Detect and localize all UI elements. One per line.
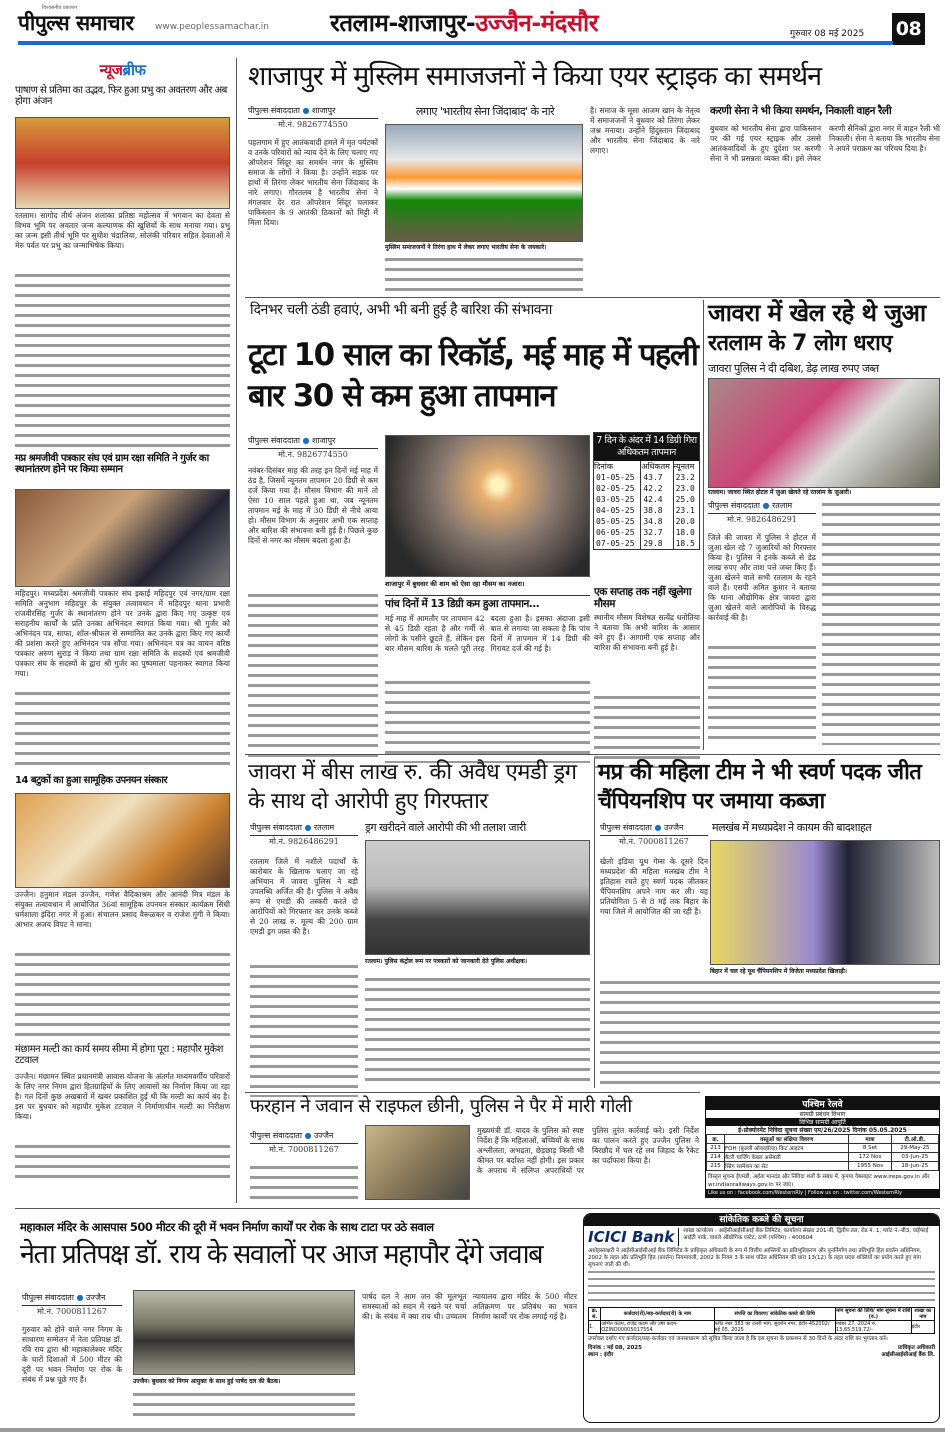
malkhamb-subhead: मलखंब में मध्यप्रदेश ने कायम की बादशाहत <box>712 821 872 834</box>
mahakal-text-2: पार्षद दल ने आम जन की मूलभूत समस्याओं को सदन में रखने पर चर्चा की। के संबंध में क्या राय थी। उच्चतम न्यायालय द्वारा मंदिर के 500 मीटर अतिक्रमण पर प्रतिबंध का भवन निर्माण कार्यों पर रोक लगाई गई है। <box>362 1292 577 1321</box>
lead-headline[interactable]: शाजापुर में मुस्लिम समाजजनों ने किया एयर स्ट्राइक का समर्थन <box>248 61 822 92</box>
weather-kicker: दिनभर चली ठंडी हवाएं, अभी भी बनी हुई है बारिश की संभावना <box>250 302 552 318</box>
news-brief-label <box>15 62 230 79</box>
brief-4-title[interactable]: मंछामन मल्टी का कार्य समय सीमा में होगा पूरा : महापौर मुकेश टटवाल <box>15 1043 223 1066</box>
cell: 32.7 <box>641 527 673 538</box>
brief-1-title[interactable]: पाषाण से प्रतिमा का उद्भव, फिर हुआ प्रभु का अवतरण और अब होगा अंजन <box>15 84 227 107</box>
cell: प्लॉट नंबर 383 का उत्तरी भाग, सुदर्शन नगर, इंदौर-452002/ मई 05, 2025 <box>714 1321 836 1334</box>
railway-dept: सामग्री प्रबंधन विभाग <box>799 1111 846 1118</box>
text-lines <box>15 1142 230 1182</box>
temperature-table <box>593 432 700 550</box>
lead-subhead: लगाए 'भारतीय सेना जिंदाबाद' के नारे <box>415 105 555 118</box>
text-lines <box>708 643 816 743</box>
masthead <box>0 0 945 48</box>
mahakal-kicker: महाकाल मंदिर के आसपास 500 मीटर की दूरी में भवन निर्माण कार्यों पर रोक के साथ टाटा पर उठे सवाल <box>20 1220 434 1234</box>
cell: बैटरी चार्जिंग केबल असेंबली <box>724 1153 848 1162</box>
cell: 38.8 <box>641 505 673 516</box>
location: उज्जैन <box>314 1131 334 1140</box>
table-row <box>594 494 699 505</box>
table-row <box>707 1153 939 1162</box>
brief-3-text: उज्जैन। हनुमान मंडल उज्जैन, गणेश वैदिकाश्रम और आनंदी मित्र मंडल के संयुक्त तत्वावधान में आयोजित 36वां सामूहिक उपनयन संस्कार कार्यक्रम सिंधी धर्मशाला इंदिरा नगर में हुआ। संचालन प्रसाद वैरूळकर व राजेश गुंगी ने किया। आभार अजय विपट ने माना। <box>15 889 230 929</box>
table-row <box>594 516 699 527</box>
weather-headline[interactable]: टूटा 10 साल का रिकॉर्ड, मई माह में पहली बार 30 से कम हुआ तापमान <box>248 337 698 414</box>
drug-headline[interactable]: जावरा में बीस लाख रु. की अवैध एमडी ड्रग के साथ दो आरोपी हुए गिरफ्तार <box>248 760 577 814</box>
text-lines <box>133 1390 355 1420</box>
cell: 34.8 <box>641 516 673 527</box>
icici-banner: सांकेतिक कब्जे की सूचना <box>584 1214 939 1226</box>
lead-text-1: पहलगाम में हुए आतंकवादी हमले में मृत पर्यटकों व उनके परिवारों को न्याय देने के लिए चलाए गए ऑपरेशन सिंदूर का समर्थन नगर के मुस्लिम समाज के लोगों ने किया है। उन्होंने सड़क पर हाथों में तिरंगा लेकर भारतीय सेना जिंदाबाद के नारे लगाए। गौरतलब है भारतीय सेना ने मंगलवार देर रात ऑपरेशन सिंदूर चलाकर पाकिस्तान के 9 आतंकी ठिकानों को मिट्टी में मिला दिया। <box>248 138 378 227</box>
jaora-text: जिले की जावरा में पुलिस ने होटल में जुआ खेल रहे 7 जुआरियों को गिरफ्तार किया है। पुलिस ने इनके कब्जे से डेढ़ लाख रुपए और ताश पत्ते जब्त किए हैं। जुआ खेलने वाले सभी रतलाम के रहने वाले हैं। एसपी अमित कुमार ने बताया कि थाना औद्योगिक क्षेत्र जावरा द्वारा जुआ खेलने वाले आरोपियों के विरुद्ध कार्रवाई की है। <box>708 532 816 622</box>
cell: 01-05-25 <box>594 472 641 483</box>
cell: 04-05-25 <box>594 505 641 516</box>
farhan-byline-block <box>250 1130 358 1155</box>
cell: अभित कदम, राजेंद्र कदम और उषा कदम- QZIND00005017554 <box>601 1321 714 1334</box>
mahakal-byline-block <box>22 1292 122 1425</box>
malkhamb-text: खेलो इंडिया यूथ गेम्स के दूसरे दिन मध्यप्रदेश की महिला मलखंब टीम ने इतिहास रचते हुए स्वर्ण पदक जीतकर चैंपियनशिप अपने नाम कर ली। यह प्रतियोगिता 5 से 8 मई तक बिहार के गया जिले में आयोजित की जा रही है। <box>600 857 708 916</box>
mobile-number: मो.नं. 7000811267 <box>269 1145 339 1154</box>
mobile-number: मो.नं. 9826774550 <box>278 450 348 459</box>
mahakal-text-1: गुरुवार को होने वाले नगर निगम के साधारण सम्मेलन में नेता प्रतिपक्ष डॉ. रवि राय द्वारा श्री महाकालेश्वर मंदिर के चारों दिशाओं में 500 मीटर की दूरी पर भवन निर्माण पर रोक के संबंध में प्रश्न पूछे गए हैं। <box>22 1325 122 1384</box>
brief-2-text: महिदपुर। मध्यप्रदेश श्रमजीवी पत्रकार संघ इकाई महिदपुर एवं नगर/ग्राम रक्षा समिति अनुभाग महिदपुर के संयुक्त तत्वावधान में महिदपुर थाना प्रभारी राजवीरसिंह गुर्जर के स्थानांतरण होने पर उनके द्वारा किए गए उत्कृष्ट एवं सराहनीय कार्यों के प्रति उनका अभिनंदन स्वागत किया गया। श्री गुर्जर को अभिनंदन पत्र, साफा, शॉल-श्रीफल से सम्मानित कर उनके द्वारा किए गए कार्यों की प्रशंसा करते हुए अभिनंदन पत्र सौंपा गया। अभिनंदन पत्र का वाचन वरिष्ठ पत्रकार अरुण सुराड़ ने किया तथा ग्राम रक्षा समिति के सदस्यों एवं श्रमजीवी पत्रकार संघ के सदस्यों के द्वारा श्री गुर्जर का पुष्पमाला पहनाकर स्वागत किया गया। <box>15 588 230 678</box>
farhan-photo <box>365 1125 470 1200</box>
cell: 23.0 <box>675 484 695 493</box>
mahakal-headline[interactable]: नेता प्रतिपक्ष डॉ. राय के सवालों पर आज महापौर देंगे जवाब <box>20 1239 542 1270</box>
drug-caption: रतलाम। पुलिस कंट्रोल रूम पर पत्रकारों को जानकारी देते पुलिस अधीक्षक। <box>365 958 527 965</box>
reporter: पीपुल्स संवाददाता <box>248 106 300 115</box>
lead-caption: मुस्लिम समाजजनों ने तिरंगा हाथ में लेकर लगाए भारतीय सेना के जयकारे। <box>385 244 547 251</box>
cell: 23.1 <box>675 506 695 515</box>
cell: नवंबर 27, 2024 रु. 13,65,519.72/- <box>836 1321 912 1334</box>
cell: 214 <box>707 1153 725 1162</box>
cell: 43.7 <box>641 472 673 483</box>
location: उज्जैन <box>86 1293 106 1302</box>
byline: पीपुल्स संवाददाता ● रतलाम <box>708 500 816 514</box>
cell: 03-05-25 <box>594 494 641 505</box>
byline: पीपुल्स संवाददाता ● शाजापुर <box>248 105 378 119</box>
edition-title <box>330 10 598 36</box>
masthead-logo[interactable]: पीपुल्स समाचार <box>18 11 134 35</box>
icici-sign-2: आईसीआईसीआई बैंक लि. <box>881 1352 935 1358</box>
jaora-article <box>708 300 940 745</box>
malkhamb-headline[interactable]: मप्र की महिला टीम ने भी स्वर्ण पदक जीत चैंपियनशिप पर जमाया कब्जा <box>598 760 922 814</box>
reporter: पीपुल्स संवाददाता <box>600 823 652 832</box>
jaora-caption: रतलाम। जावरा स्थित होटल में जुआ खेलते रहे रतलाम के जुआरी। <box>708 488 852 496</box>
col-header: टी.ओ.डी. <box>891 1135 938 1144</box>
malkhamb-caption: बिहार में चल रहे यूथ चैंपियनशिप में विजेता मध्यप्रदेश खिलाड़ी। <box>710 968 848 975</box>
cell: 42.4 <box>641 494 673 505</box>
table-row <box>594 538 699 549</box>
masthead-rule <box>18 41 893 45</box>
icici-sign-1: प्राधिकृत अधिकारी <box>898 1345 935 1351</box>
railway-footer[interactable]: विस्तृत सूचना ईएमडी, अर्हता मानदंड और निविदा शर्तों के संबंध में, कृपया वेबसाइट www.ireps.gov.in और wr.indianrailways.gov.in पर जाएं। <box>708 1174 930 1188</box>
jaora-headline-b[interactable]: रतलाम के 7 लोग धराए <box>708 331 893 357</box>
lead-byline-block <box>248 105 378 288</box>
text-lines <box>15 950 230 1040</box>
cell: 18.0 <box>675 528 695 537</box>
table-row <box>707 1162 939 1171</box>
edition-b: उज्जैन-मंदसौर <box>475 9 599 37</box>
page-number: 08 <box>892 13 925 45</box>
col-header: संपत्ति का विवरण/ सांकेतिक कब्जे की तिथि <box>714 1308 836 1321</box>
icici-logo: ICICI Bank <box>588 1228 679 1246</box>
col-header: क्र. <box>707 1135 725 1144</box>
table-row <box>594 483 699 494</box>
lead-text-2: है। समाज के मूसा आजम खान के नेतृत्व में समाजजनों ने बुधवार को तिरंगा लेकर जश्न मनाया। उन्होंने हिंदुस्तान जिंदाबाद और भारतीय सेना जिंदाबाद के नारे लगाए। <box>590 106 700 155</box>
temperature-data-table <box>594 461 699 549</box>
masthead-tagline: विश्वसनीय प्रकाशन <box>42 5 78 11</box>
cell: स्प्रिंग सस्पेंशन का सेट <box>724 1162 848 1171</box>
reporter: पीपुल्स संवाददाता <box>708 500 760 510</box>
col-header: न्यूनतम <box>673 462 695 471</box>
weather-byline-block <box>248 435 378 759</box>
cell: 25.0 <box>675 495 695 504</box>
mobile-number: मो.नं. 9826486291 <box>727 514 797 524</box>
weather-box-title: पांच दिनों में 13 डिग्री कम हुआ तापमान... <box>385 598 540 610</box>
table-row <box>589 1321 935 1334</box>
jaora-headline-a[interactable]: जावरा में खेल रहे थे जुआ <box>708 299 926 327</box>
reporter: पीपुल्स संवाददाता <box>250 1131 302 1140</box>
mahakal-photo <box>133 1290 355 1375</box>
brief-4-text: उज्जैन। मंछामन स्थित प्रधानमंत्री आवास योजना के अंतर्गत मध्यमवर्गीय परिवारों के लिए नगर निगम द्वारा हितग्राहियों के लिए आवासों का निर्माण किया जा रहा है। गत दिनों कुछ अखबारों में खबर प्रकाशित हुई थी कि मल्टी का कार्य बंद है। इस पर बुधवार को महापौर मुकेश टटवाल ने निर्माणाधीन मल्टी का निरीक्षण किया। <box>15 1071 230 1121</box>
drug-byline-block <box>250 822 358 1097</box>
location: शाजापुर <box>312 436 336 445</box>
text-lines <box>250 1163 358 1203</box>
col-header: दिनांक <box>594 461 641 472</box>
malkhamb-byline-block <box>600 822 708 962</box>
cell: 20.0 <box>675 517 695 526</box>
malkhamb-photo <box>710 840 940 965</box>
icici-table <box>588 1307 935 1334</box>
mobile-number: मो.नं. 7000811267 <box>619 837 689 846</box>
karni-sena-title[interactable]: करणी सेना ने भी किया समर्थन, निकाली वाहन रैली <box>710 105 892 117</box>
brief-2-photo <box>15 489 230 587</box>
railway-title: पश्चिम रेलवे <box>706 1097 939 1110</box>
cell: 06-05-25 <box>594 527 641 538</box>
reporter: पीपुल्स संवाददाता <box>250 823 302 832</box>
icici-text: अधोहस्ताक्षरी ने आईसीआईसीआई बैंक लिमिटेड के प्राधिकृत अधिकारी के रूप में वित्तीय आस्तियों का प्रतिभूतिकरण और पुनर्निर्माण तथा प्रतिभूति हित प्रवर्तन अधिनियम, 2002 के तहत और प्रतिभूति हित (प्रवर्तन) नियमावली, 2002 के नियम 3 के साथ पठित अधिनियम की धारा 13(12) के तहत प्रदत्त शक्तियों का प्रयोग करते हुए मांग सूचनाएं जारी की थीं। <box>588 1248 922 1268</box>
reporter: पीपुल्स संवाददाता <box>248 436 300 445</box>
mahakal-caption: उज्जैन। बुधवार को निगम आयुक्त के साथ हुई पार्षद दल की बैठक। <box>133 1378 281 1385</box>
col-header: क्र. सं. <box>589 1308 601 1321</box>
mobile-number: मो.नं. 9826774550 <box>278 120 348 129</box>
registration-bar <box>0 1428 945 1432</box>
text-lines <box>385 678 590 763</box>
farhan-text: मुख्यमंत्री डॉ. यादव के पुलिस को स्पष्ट निर्देश हैं कि महिलाओं, बच्चियों के साथ अश्लीलता, अभद्रता, छेड़छाड़ किसी भी कीमत पर बर्दाश्त नहीं होगी। इस प्रकार के अपराध में संलिप्त अपराधियों पर पुलिस तुरंत कार्रवाई करे। इसी निर्देश का पालन करते हुए उज्जैन पुलिस ने बिरछौद में चल रहे लव जिहाद के रैकेट का पर्दाफाश किया है। <box>477 1126 699 1175</box>
location: शाजापुर <box>312 106 336 115</box>
edition-a: रतलाम-शाजापुर- <box>330 9 476 37</box>
location: रतलाम <box>314 823 335 832</box>
cell: 213 <box>707 1144 725 1153</box>
weather-text: नवंबर-दिसंबर माह की तरह इन दिनों मई माह में ठंड है, जिसमें न्यूनतम तापमान 20 डिग्री से कम दर्ज किया गया है। मौसम विभाग की मानें तो ऐसा 10 साल पहले हुआ था, जब न्यूनतम तापमान मई के माह में 30 डिग्री से नीचे आया हो। मौसम विभाग के अनुसार अभी एक सप्ताह और बारिश की संभावना बनी हुई है। पिछले कुछ दिनों से नगर का मौसम बदला हुआ है। <box>248 466 378 545</box>
drug-photo <box>365 840 590 955</box>
weather-photo <box>385 435 590 577</box>
railway-social[interactable]: Like us on : facebook.com/WesternRly | Follow us on : twitter.com/WesternRly <box>706 1189 939 1197</box>
col-header: मांग सूचना की तिथि/ मांग सूचना में राशि (रु.) <box>836 1308 911 1320</box>
text-lines <box>822 500 940 745</box>
icici-notice <box>583 1213 940 1423</box>
text-lines <box>594 693 700 768</box>
cell: 18-Jun-25 <box>891 1162 938 1171</box>
issue-date: गुरुवार 08 मई 2025 <box>790 29 865 39</box>
news-brief-column <box>15 58 230 1206</box>
col-header: शाखा का नाम <box>911 1308 934 1321</box>
weather-box <box>385 595 590 763</box>
cell: 03-Jun-25 <box>891 1153 938 1162</box>
weather-side-title: एक सप्ताह तक नहीं खुलेगा मौसम <box>594 586 692 610</box>
cell: 8 Set <box>849 1144 891 1153</box>
table-row <box>594 472 699 483</box>
cell: 1955 Nos <box>849 1162 891 1171</box>
text-lines <box>588 1269 935 1305</box>
table-row <box>594 505 699 516</box>
weather-box-text: मई माह में आमतौर पर तापमान 42 से 45 डिग्री रहता है और गर्मी से लोगों के पसीने छूटते हैं, लेकिन इस बार मौसम बारिश के चलते पूरी तरह बदला हुआ है। इसका अंदाजा इसी बात से लगाया जा सकता है कि पांच दिनों में तापमान में 14 डिग्री की गिरावट दर्ज की गई है। <box>385 613 590 653</box>
mobile-number: मो.नं. 7000811267 <box>37 1307 107 1316</box>
byline: पीपुल्स संवाददाता ● उज्जैन <box>22 1292 122 1306</box>
col-header: वस्तुओं का संक्षिप्त विवरण <box>724 1135 848 1144</box>
cell: 05-05-25 <box>594 516 641 527</box>
cell: 23.2 <box>675 473 695 482</box>
cell: 02-05-25 <box>594 483 641 494</box>
farhan-headline[interactable]: फरहान ने जवान से राइफल छीनी, पुलिस ने पैर में मारी गोली <box>250 1096 632 1117</box>
text-lines <box>385 255 583 293</box>
cell: 172 Nos <box>849 1153 891 1162</box>
brief-3-photo <box>15 793 230 888</box>
brief-1-photo <box>15 117 230 209</box>
text-lines <box>250 962 358 1097</box>
brief-1-text: रतलाम। सागोद तीर्थ अंजन शलाका प्रतिष्ठा महोत्सव में भगवान का देवता से विभव भूमि पर अवतार जन्म कल्याणक की खुशियों के साथ मनाया गया। प्रभु का जन्म इसी तीर्थ भूमि पर सुधीश चंडालिया, सोलंकी परिवार सहित देवताओं ने मेरु पर्वत पर प्रभु का जन्माभिषेक किया। <box>15 210 230 250</box>
table-title: 7 दिन के अंदर में 14 डिग्री गिरा अधिकतम तापमान <box>594 433 699 461</box>
weather-side-text: स्थानीय मौसम विशेषज्ञ सत्येंद्र धनोतिया ने बताया कि अभी बारिश के आसार बने हुए हैं। आगामी एक सप्ताह और बारिश की संभावना बनी हुई है। <box>594 613 700 653</box>
cell: FOH (फ़ुल्ली ओवरहॉल्ड) किट आइटम <box>724 1144 848 1153</box>
cell: 215 <box>707 1162 725 1171</box>
jaora-photo <box>708 378 940 488</box>
cell: 1. <box>589 1321 601 1334</box>
table-row <box>594 527 699 538</box>
lead-photo <box>385 124 583 242</box>
brief-3-title[interactable]: 14 बटुकों का हुआ सामूहिक उपनयन संस्कार <box>15 774 168 786</box>
railway-subtitle: विभिन्न सामग्री आपूर्ति <box>706 1118 939 1126</box>
table-row <box>707 1144 939 1153</box>
text-lines <box>248 591 378 759</box>
mobile-number: मो.नं. 9826486291 <box>269 837 339 846</box>
byline: पीपुल्स संवाददाता ● रतलाम <box>250 822 358 836</box>
cell: 18.5 <box>675 539 695 548</box>
railway-table <box>706 1134 939 1171</box>
weather-side <box>594 587 700 768</box>
icici-address: शाखा कार्यालय : आईसीआईसीआई बैंक लिमिटेड, कार्यालय संख्या 201-बी, द्वितीय तल, रोड नं. 1, प्लॉट नं.-बी3, वाईफाई आईटी पार्क, वागले औद्योगिक एस्टेट, ठाणे (पश्चिम) - 400604 <box>683 1228 929 1241</box>
drug-subhead: ड्रग खरीदने वाले आरोपी की भी तलाश जारी <box>365 821 526 834</box>
reporter: पीपुल्स संवाददाता <box>22 1293 74 1302</box>
masthead-url[interactable]: www.peoplessamachar.in <box>155 22 269 32</box>
text-lines <box>15 689 230 771</box>
brief-label-b: ब्रीफ <box>122 61 146 79</box>
cell: 42.2 <box>641 483 673 494</box>
text-lines <box>600 978 940 1088</box>
icici-footer: उपरोक्त दर्शाए गए कर्जदार/सह-कर्जदार एवं जनसाधारण को सूचित किया जाता है कि इस सूचना के प्रकाशन से 30 दिनों के अंदर राशि का भुगतान करें। <box>588 1336 888 1342</box>
location: रतलाम <box>772 500 793 510</box>
cell: 07-05-25 <box>594 538 641 549</box>
karni-sena-text: बुधवार को भारतीय सेना द्वारा पाकिस्तान पर की गई एयर स्ट्राइक और उससे आतंकवादियों के हुए दुर्दशा पर करणी सेना ने भी प्रसन्नता व्यक्त की। इसे लेकर करणी सैनिकों द्वारा नगर में वाहन रैली भी निकाली। सेना ने बताया कि भारतीय सेना ने अपने पराक्रम का परिचय दिया है। <box>710 124 940 163</box>
icici-date: दिनांक : मई 08, 2025 <box>588 1345 642 1351</box>
text-lines <box>15 271 230 449</box>
location: उज्जैन <box>664 823 684 832</box>
brief-2-title[interactable]: मप्र श्रमजीवी पत्रकार संघ एवं ग्राम रक्षा समिति ने गुर्जर का स्थानांतरण होने पर किया सम्मान <box>15 452 209 475</box>
text-lines <box>365 975 590 1087</box>
drug-text: रतलाम जिले में नशीले पदार्थों के कारोबार के खिलाफ चलाए जा रहे अभियान में जावरा पुलिस ने बड़ी उपलब्धि अर्जित की है। पुलिस ने अवैध रूप से एमडी की तस्करी करते दो आरोपियों को गिरफ्तार कर उनके कब्जे से 20 लाख रु. मूल्य की 200 ग्राम एमडी ड्रग जब्त की है। <box>250 857 358 936</box>
railway-notice <box>705 1096 940 1198</box>
weather-caption: शाजापुर में बुधवार की शाम को ऐसा रहा मौसम का नजारा। <box>385 580 525 588</box>
icici-place: स्थान : इंदौर <box>588 1352 614 1358</box>
cell: इंदौर <box>911 1321 934 1334</box>
col-header: अधिकतम <box>641 461 673 472</box>
byline: पीपुल्स संवाददाता ● शाजापुर <box>248 435 378 449</box>
col-header: कर्जदार(रों)/सह-कर्जदार(रों) के नाम <box>601 1308 714 1321</box>
cell: 29.8 <box>641 538 673 549</box>
col-header: मात्रा <box>849 1135 891 1144</box>
brief-label-a: न्यूज <box>99 61 123 79</box>
railway-notice-no: ई-प्रोक्योरमेंट निविदा सूचना संख्या एम/26/2025 दिनांक 05.05.2025 <box>738 1127 907 1134</box>
jaora-subhead: जावरा पुलिस ने दी दबिश, डेढ़ लाख रुपए जब्त <box>708 361 879 375</box>
byline: पीपुल्स संवाददाता ● उज्जैन <box>250 1130 358 1144</box>
byline: पीपुल्स संवाददाता ● उज्जैन <box>600 822 708 836</box>
cell: 29-May-25 <box>891 1144 938 1153</box>
